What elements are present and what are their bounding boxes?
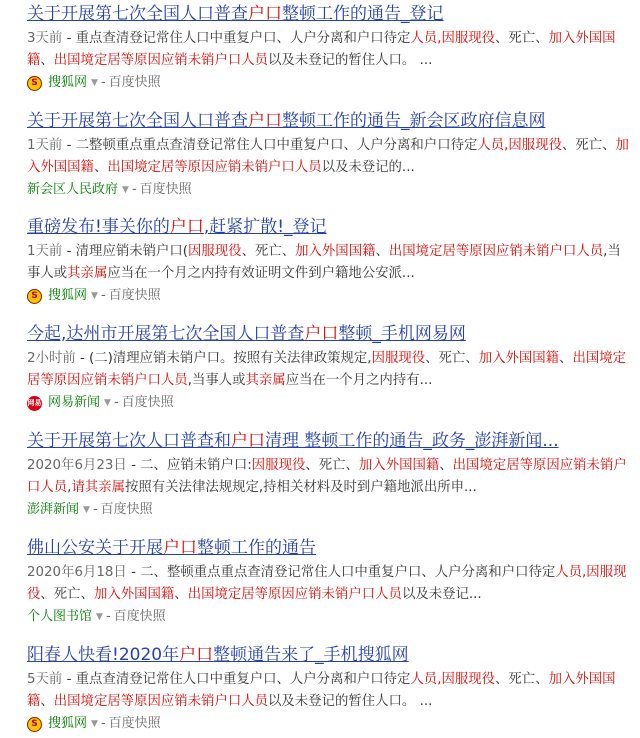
abstract-highlight: 人员,因服现役	[477, 138, 562, 153]
result-title-link[interactable]	[27, 2, 632, 26]
title-text: 佛山公安关于开展	[27, 538, 163, 558]
abstract-highlight: 其亲属	[245, 373, 286, 388]
abstract-text: 、	[40, 694, 54, 709]
result-title-link[interactable]	[27, 322, 632, 346]
separator: -	[105, 609, 111, 624]
abstract-text: 、	[439, 458, 453, 473]
abstract-highlight: 加入外国国籍	[27, 138, 629, 175]
result-item	[27, 536, 632, 627]
source-site-link[interactable]: 搜狐网	[48, 288, 88, 303]
result-date: 2小时前	[27, 351, 76, 366]
abstract-highlight: 出国境定居等原因应销未销户口人员	[187, 587, 402, 602]
abstract-text: - 重点查清登记常住人口中重复户口、人户分离和户口待定	[62, 31, 411, 46]
source-site-link[interactable]: 澎湃新闻	[27, 502, 80, 517]
abstract-highlight: 加入外国国籍	[27, 672, 616, 709]
source-site-link[interactable]: 搜狐网	[48, 75, 88, 90]
abstract-highlight: 加入外国国籍	[93, 587, 175, 602]
result-date: 1天前	[27, 244, 63, 259]
result-source	[27, 607, 632, 627]
abstract-text: - 二、整顿重点重点查清登记常住人口中重复户口、人户分离和户口待定	[126, 565, 556, 580]
separator: -	[100, 716, 106, 731]
title-highlight: 户口	[163, 538, 197, 558]
abstract-highlight: 出国境定居等原因应销未销户口人员	[53, 53, 269, 68]
abstract-highlight: 出国境定居等原因应销未销户口人员	[388, 244, 604, 259]
chevron-down-icon[interactable]: ▼	[91, 719, 98, 729]
abstract-highlight: 出国境定居等原因应销未销户口人员	[107, 160, 322, 175]
title-text: 关于开展第七次人口普查和	[27, 431, 231, 451]
result-source	[27, 714, 632, 734]
result-abstract	[27, 28, 632, 72]
title-text: 整顿工作的通告	[197, 538, 316, 558]
abstract-text: 、死亡、	[425, 351, 479, 366]
netease-icon: 网易	[27, 396, 42, 411]
abstract-text: 应当在一个月之内持有效证明文件到户籍地公安派...	[107, 266, 415, 281]
result-source	[27, 286, 632, 306]
separator: -	[100, 288, 106, 303]
chevron-down-icon[interactable]: ▼	[122, 185, 129, 195]
result-item	[27, 429, 632, 520]
result-item	[27, 109, 632, 200]
result-abstract	[27, 241, 632, 285]
sohu-icon: S	[27, 76, 42, 91]
abstract-text: - 清理应销未销户口(	[62, 244, 189, 259]
cache-link[interactable]: 百度快照	[139, 182, 192, 197]
abstract-text: 、死亡、	[241, 244, 296, 259]
abstract-highlight: 加入外国国籍	[27, 31, 616, 68]
cache-link[interactable]: 百度快照	[113, 609, 166, 624]
source-site-link[interactable]: 网易新闻	[48, 395, 101, 410]
result-title-link[interactable]	[27, 536, 632, 560]
chevron-down-icon[interactable]: ▼	[104, 398, 111, 408]
cache-link[interactable]: 百度快照	[108, 75, 161, 90]
title-text: 重磅发布!事关你的	[27, 217, 170, 237]
source-site-link[interactable]: 个人图书馆	[27, 609, 93, 624]
separator: -	[92, 502, 98, 517]
separator: -	[100, 75, 106, 90]
result-date: 1天前	[27, 138, 63, 153]
title-highlight: 户口	[169, 217, 204, 237]
cache-link[interactable]: 百度快照	[108, 716, 161, 731]
abstract-highlight: 人员,因服现役	[27, 565, 627, 602]
abstract-highlight: 出国境定居等原因应销未销户口人员	[27, 458, 627, 495]
abstract-text: - (二)清理应销未销户口。按照有关法律政策规定,	[75, 351, 372, 366]
source-site-link[interactable]: 搜狐网	[48, 716, 88, 731]
result-title-link[interactable]	[27, 429, 632, 453]
abstract-highlight: 因服现役	[371, 351, 426, 366]
title-text: 整顿工作的通告_新会区政府信息网	[282, 111, 546, 131]
result-title-link[interactable]	[27, 215, 632, 239]
abstract-text: 、死亡、	[561, 138, 616, 153]
abstract-text: 、死亡、	[305, 458, 359, 473]
result-source	[27, 500, 632, 520]
result-abstract	[27, 135, 632, 179]
result-item	[27, 322, 632, 413]
cache-link[interactable]: 百度快照	[108, 288, 161, 303]
abstract-text: 、	[93, 160, 108, 175]
result-date: 3天前	[27, 31, 63, 46]
title-highlight: 户口	[179, 645, 214, 665]
abstract-text: 、死亡、	[40, 587, 94, 602]
separator: -	[113, 395, 119, 410]
title-text: 整顿通告来了_手机搜狐网	[213, 645, 409, 665]
result-abstract	[27, 455, 632, 499]
separator: -	[131, 182, 137, 197]
abstract-text: 、死亡、	[495, 672, 549, 687]
abstract-text: ,	[67, 480, 72, 495]
abstract-text: 、死亡、	[495, 31, 549, 46]
abstract-highlight: 出国境定居等原因应销未销户口人员	[27, 351, 626, 388]
abstract-highlight: 其亲属	[67, 266, 108, 281]
result-title-link[interactable]	[27, 109, 632, 133]
abstract-highlight: 出国境定居等原因应销未销户口人员	[53, 694, 269, 709]
chevron-down-icon[interactable]: ▼	[83, 505, 90, 515]
abstract-highlight: 加入外国国籍	[358, 458, 440, 473]
cache-link[interactable]: 百度快照	[100, 502, 153, 517]
abstract-text: 以及未登记的暂住人口。 ...	[268, 53, 433, 68]
abstract-highlight: 人员,因服现役	[410, 672, 496, 687]
result-abstract	[27, 562, 632, 606]
abstract-text: 、	[174, 587, 188, 602]
title-highlight: 户口	[304, 324, 339, 344]
result-date: 5天前	[27, 672, 63, 687]
result-item	[27, 643, 632, 734]
title-text: ,赶紧扩散!_登记	[203, 217, 327, 237]
abstract-highlight: 因服现役	[251, 458, 306, 473]
result-title-link[interactable]	[27, 643, 632, 667]
result-item	[27, 2, 632, 93]
abstract-text: 、	[40, 53, 54, 68]
abstract-highlight: 因服现役	[188, 244, 242, 259]
abstract-highlight: 加入外国国籍	[295, 244, 376, 259]
title-text: 关于开展第七次全国人口普查	[27, 4, 248, 24]
abstract-text: 以及未登记...	[401, 587, 482, 602]
abstract-highlight: 人员,因服现役	[410, 31, 496, 46]
result-date: 2020年6月18日	[27, 565, 127, 580]
chevron-down-icon[interactable]: ▼	[91, 291, 98, 301]
abstract-text: - 重点查清登记常住人口中重复户口、人户分离和户口待定	[62, 672, 411, 687]
cache-link[interactable]: 百度快照	[121, 395, 174, 410]
title-highlight: 户口	[248, 111, 282, 131]
source-site-link[interactable]: 新会区人民政府	[27, 182, 119, 197]
abstract-text: 以及未登记的暂住人口。 ...	[268, 694, 433, 709]
title-text: 今起,达州市开展第七次全国人口普查	[27, 324, 305, 344]
result-abstract	[27, 669, 632, 713]
abstract-text: ,当事人或	[187, 373, 246, 388]
sohu-icon: S	[27, 717, 42, 732]
abstract-text: 按照有关法律法规规定,持相关材料及时到户籍地派出所申...	[125, 480, 477, 495]
title-text: 清理 整顿工作的通告_政务_澎湃新闻...	[265, 431, 559, 451]
chevron-down-icon[interactable]: ▼	[91, 78, 98, 88]
title-text: 关于开展第七次全国人口普查	[27, 111, 248, 131]
result-date: 2020年6月23日	[27, 458, 127, 473]
title-text: 整顿_手机网易网	[338, 324, 466, 344]
chevron-down-icon[interactable]: ▼	[96, 612, 103, 622]
result-item	[27, 215, 632, 306]
abstract-text: 、	[375, 244, 389, 259]
title-highlight: 户口	[248, 4, 282, 24]
abstract-text: - 二、应销未销户口:	[126, 458, 252, 473]
abstract-text: 应当在一个月之内持有...	[285, 373, 433, 388]
sohu-icon: S	[27, 289, 42, 304]
abstract-text: 以及未登记的...	[321, 160, 415, 175]
title-highlight: 户口	[231, 431, 265, 451]
abstract-highlight: 请其亲属	[71, 480, 125, 495]
abstract-text: ,当事人或	[27, 244, 621, 281]
result-source	[27, 73, 632, 93]
title-text: 整顿工作的通告_登记	[282, 4, 444, 24]
result-abstract	[27, 348, 632, 392]
result-source	[27, 393, 632, 413]
result-source	[27, 180, 632, 200]
title-text: 阳春人快看!2020年	[27, 645, 180, 665]
abstract-text: - 二整顿重点重点查清登记常住人口中重复户口、人户分离和户口待定	[62, 138, 478, 153]
abstract-highlight: 加入外国国籍	[478, 351, 560, 366]
abstract-text: 、	[559, 351, 573, 366]
